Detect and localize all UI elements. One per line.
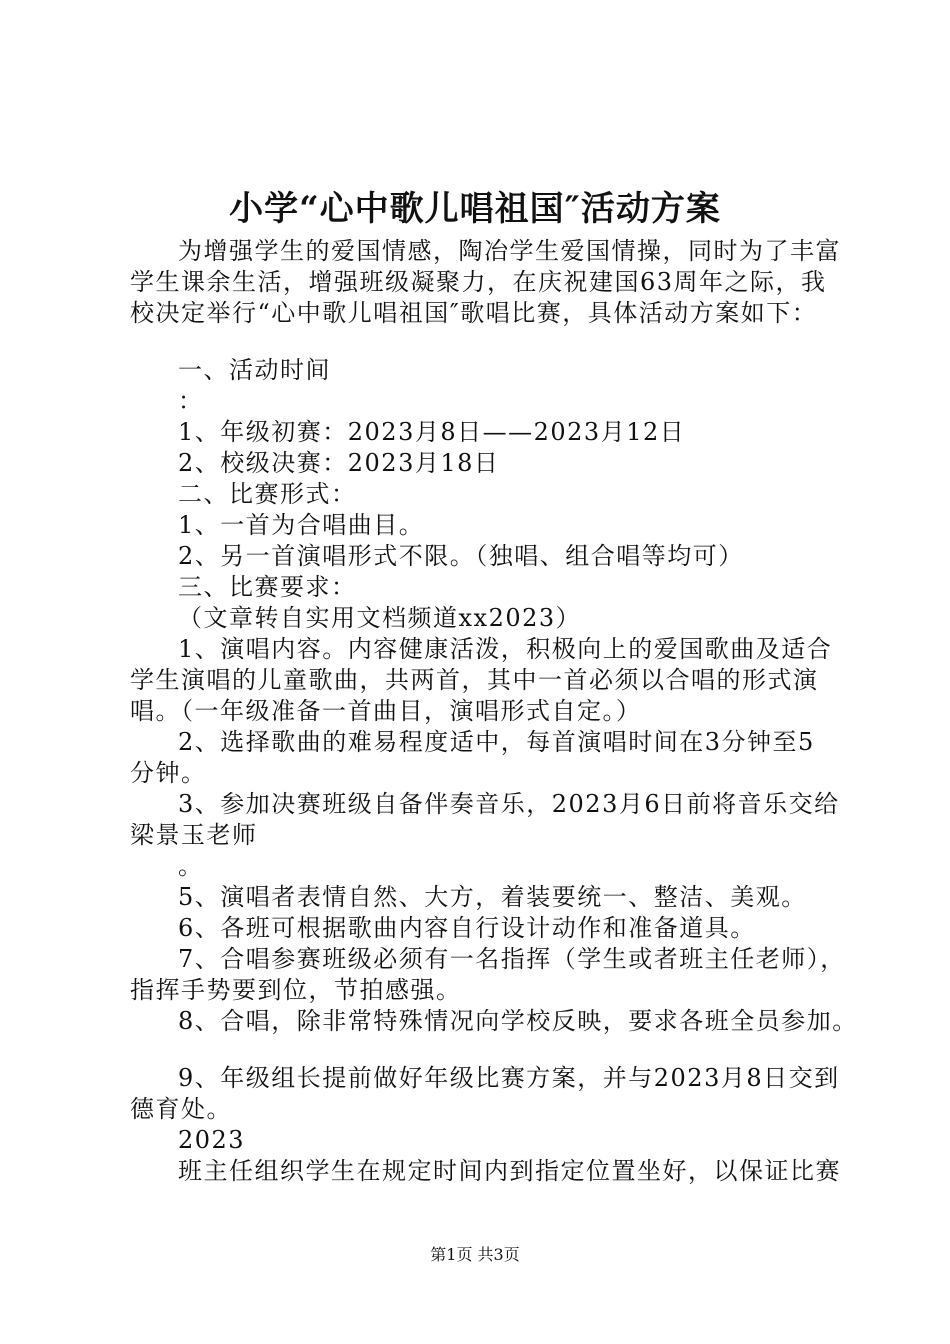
blank-line — [130, 1037, 840, 1063]
paragraph-line: 学生演唱的儿童歌曲，共两首，其中一首必须以合唱的形式演 — [130, 666, 819, 694]
paragraph-line: 分钟。 — [130, 759, 207, 787]
list-item: 8、合唱，除非常特殊情况向学校反映，要求各班全员参加。 — [178, 1007, 858, 1035]
paragraph-line: 2023 — [178, 1126, 246, 1154]
paragraph-line: 为增强学生的爱国情感，陶冶学生爱国情操，同时为了丰富 — [178, 237, 841, 265]
paragraph-line: 学生课余生活，增强班级凝聚力，在庆祝建国63周年之际，我 — [130, 268, 827, 296]
list-item: 7、合唱参赛班级必须有一名指挥（学生或者班主任老师）， — [178, 945, 846, 973]
paragraph-line: 校决定举行“心中歌儿唱祖国″歌唱比赛，具体活动方案如下： — [130, 299, 818, 327]
paragraph-line: 唱。（一年级准备一首曲目，演唱形式自定。） — [130, 697, 642, 725]
list-item: 2、另一首演唱形式不限。（独唱、组合唱等均可） — [178, 542, 744, 570]
source-note: （文章转自实用文档频道xx2023） — [178, 604, 582, 632]
list-item: 3、参加决赛班级自备伴奏音乐，2023月6日前将音乐交给 — [178, 790, 840, 818]
paragraph-line: 。 — [178, 852, 204, 880]
paragraph-line: 梁景玉老师 — [130, 821, 258, 849]
list-item: 6、各班可根据歌曲内容自行设计动作和准备道具。 — [178, 914, 756, 942]
list-item: 2、校级决赛：2023月18日 — [178, 449, 500, 477]
paragraph-line: 指挥手势要到位，节拍感强。 — [130, 976, 462, 1004]
document-body — [130, 236, 858, 1187]
document-title: 小学“心中歌儿唱祖国″活动方案 — [229, 189, 721, 229]
paragraph-line: 班主任组织学生在规定时间内到指定位置坐好，以保证比赛 — [178, 1157, 841, 1185]
list-item: 1、年级初赛：2023月8日——2023月12日 — [178, 418, 686, 446]
paragraph-line: 德育处。 — [130, 1095, 232, 1123]
section-heading: 一、活动时间 — [178, 356, 331, 384]
list-item: 1、一首为合唱曲目。 — [178, 511, 425, 539]
page-footer: 第1页 共3页 — [430, 1245, 520, 1264]
list-item: 1、演唱内容。内容健康活泼，积极向上的爱国歌曲及适合 — [178, 635, 833, 663]
list-item: 5、演唱者表情自然、大方，着装要统一、整洁、美观。 — [178, 883, 807, 911]
section-heading: 三、比赛要求： — [178, 573, 357, 601]
section-heading: 二、比赛形式： — [178, 480, 357, 508]
blank-line — [130, 329, 840, 355]
list-item: 9、年级组长提前做好年级比赛方案，并与2023月8日交到 — [178, 1064, 840, 1092]
paragraph-line: ： — [178, 387, 204, 415]
list-item: 2、选择歌曲的难易程度适中，每首演唱时间在3分钟至5 — [178, 728, 815, 756]
